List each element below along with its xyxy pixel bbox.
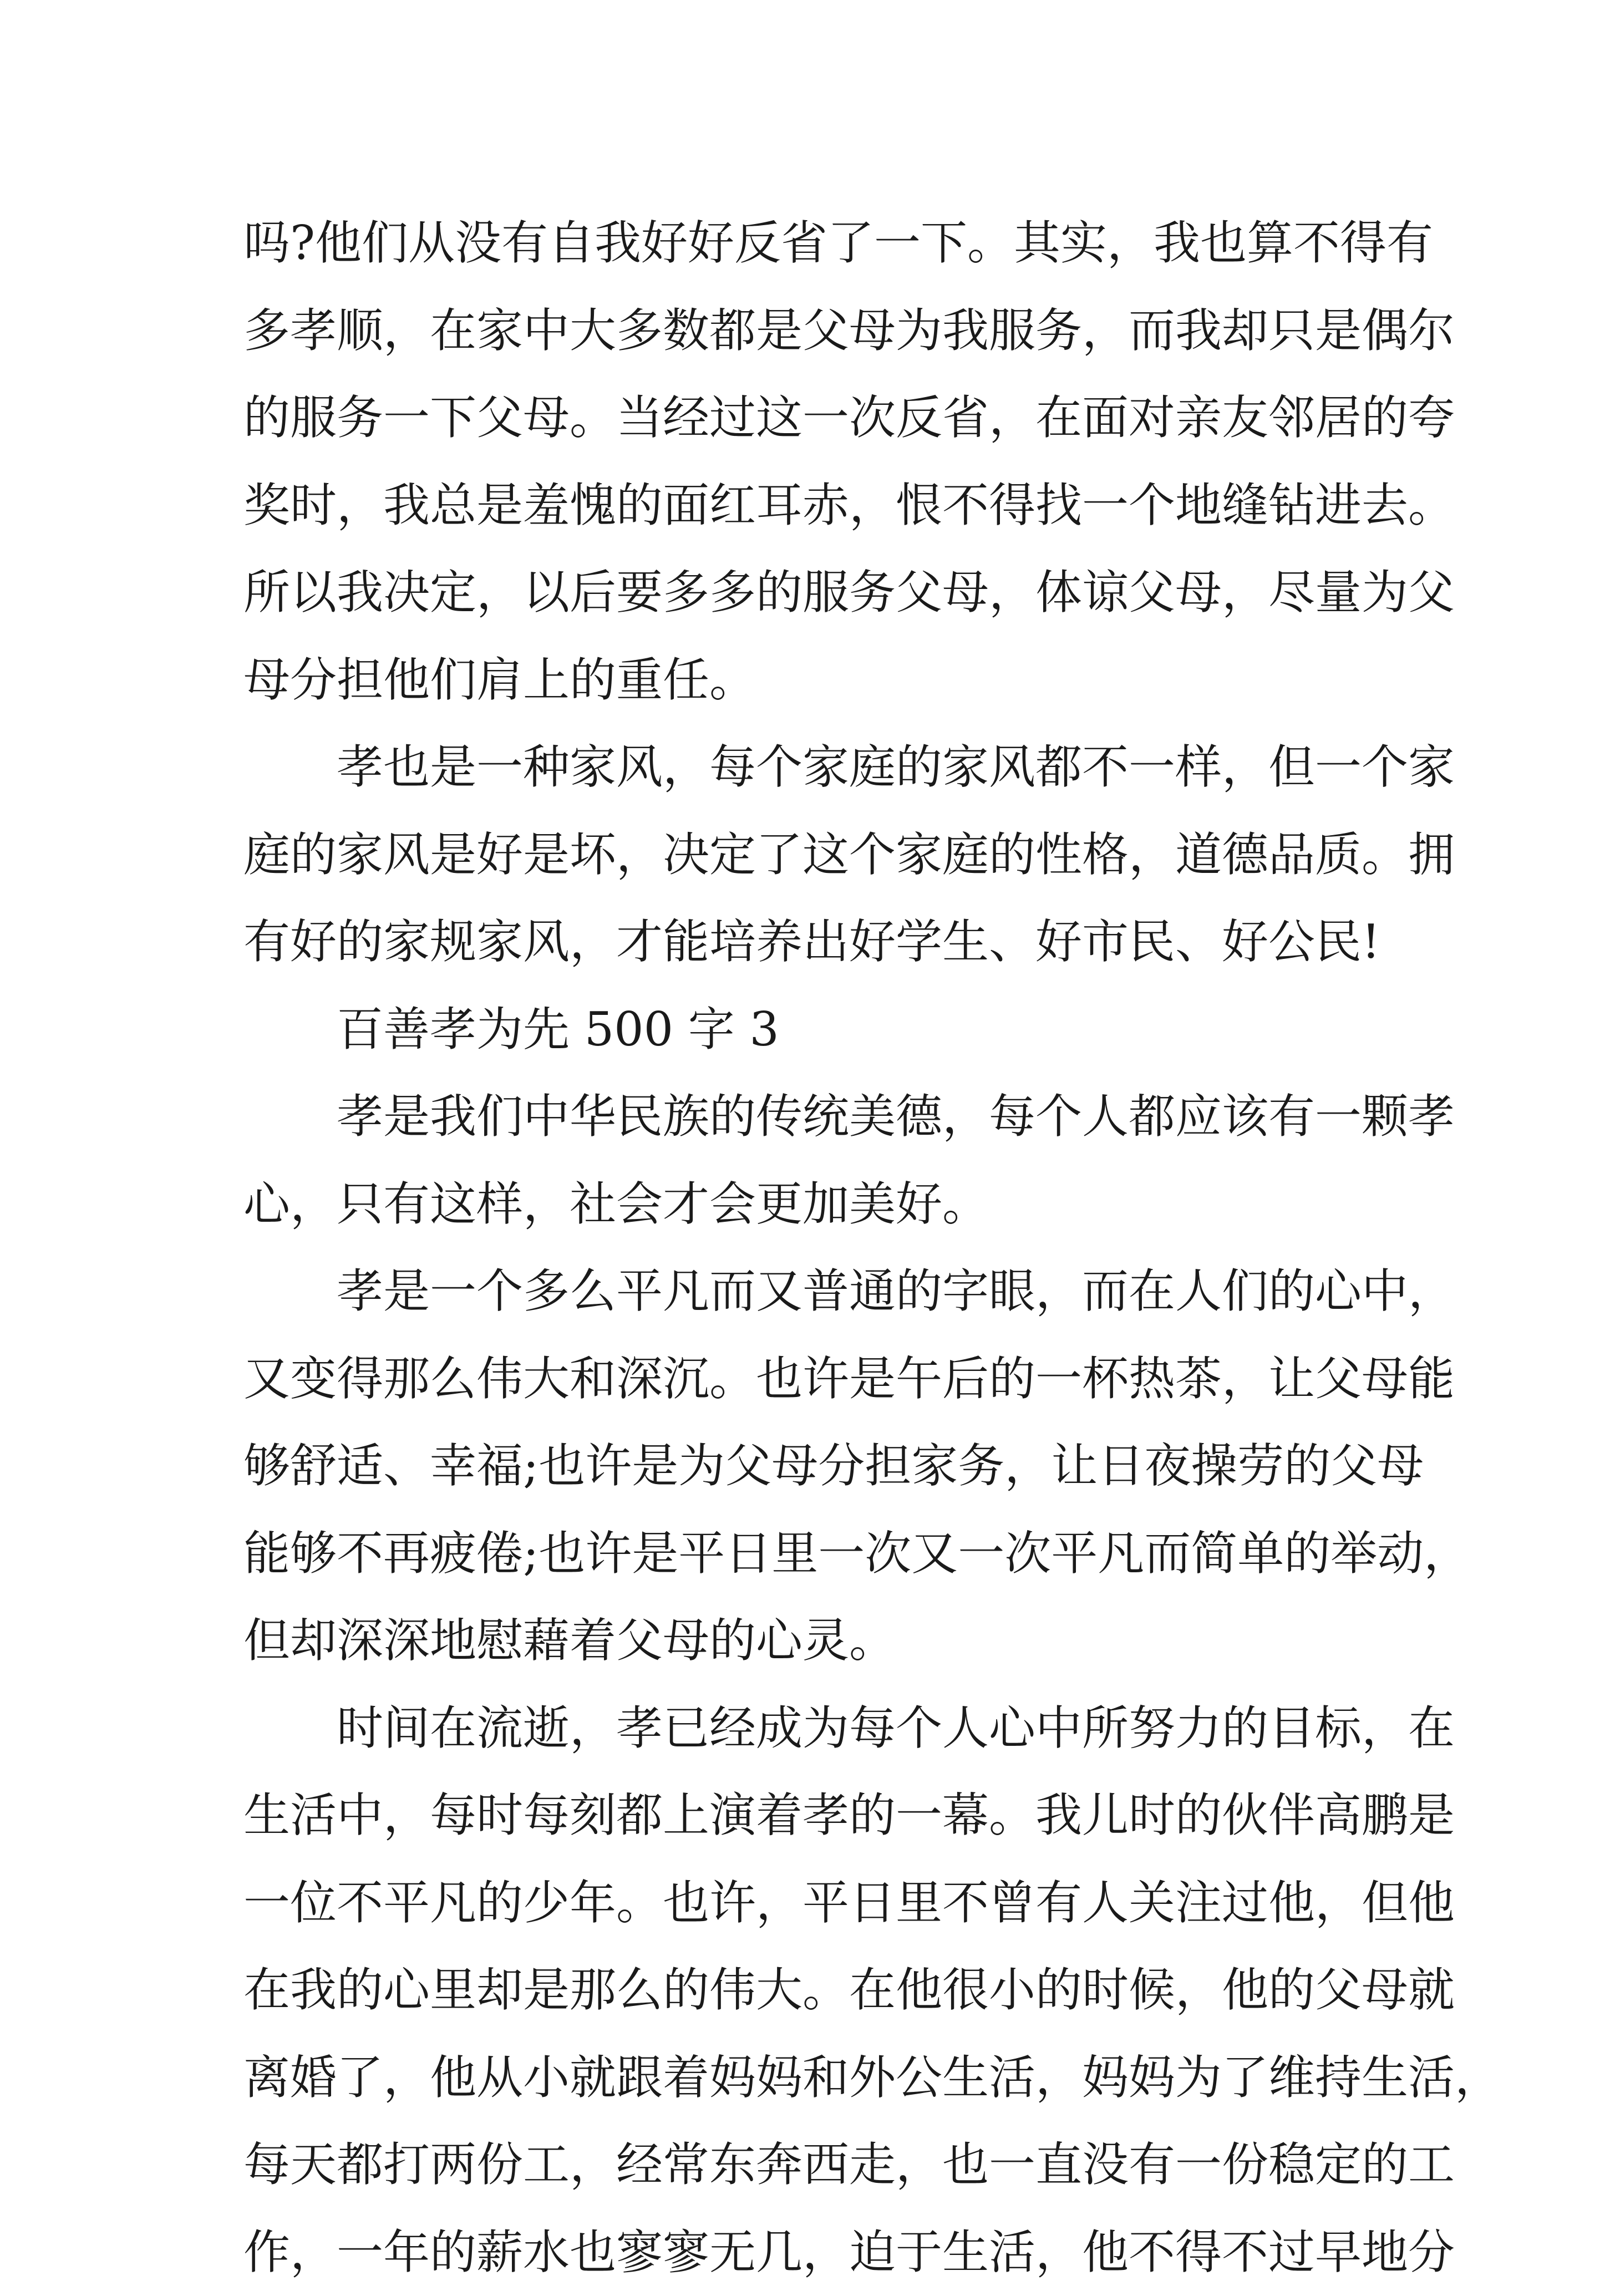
text-line: 一位不平凡的少年。也许，平日里不曾有人关注过他，但他 [243,1860,1369,1947]
text-line: 百善孝为先 500 字 3 [243,986,1369,1074]
text-line: 奖时，我总是羞愧的面红耳赤，恨不得找一个地缝钻进去。 [243,462,1369,550]
text-line: 孝是我们中华民族的传统美德，每个人都应该有一颗孝 [243,1073,1369,1161]
text-line: 够舒适、幸福;也许是为父母分担家务，让日夜操劳的父母 [243,1423,1369,1510]
document-body [243,200,1369,2296]
text-line: 母分担他们肩上的重任。 [243,637,1369,724]
text-line: 的服务一下父母。当经过这一次反省，在面对亲友邻居的夸 [243,374,1369,462]
text-line: 孝也是一种家风，每个家庭的家风都不一样，但一个家 [243,724,1369,811]
text-line: 心，只有这样，社会才会更加美好。 [243,1161,1369,1248]
text-line: 所以我决定，以后要多多的服务父母，体谅父母，尽量为父 [243,549,1369,637]
text-line: 离婚了，他从小就跟着妈妈和外公生活，妈妈为了维持生活， [243,2034,1369,2122]
text-line: 生活中，每时每刻都上演着孝的一幕。我儿时的伙伴高鹏是 [243,1772,1369,1860]
text-line: 能够不再疲倦;也许是平日里一次又一次平凡而简单的举动， [243,1510,1369,1598]
text-line: 多孝顺，在家中大多数都是父母为我服务，而我却只是偶尔 [243,287,1369,375]
text-line: 孝是一个多么平凡而又普通的字眼，而在人们的心中， [243,1248,1369,1335]
text-line: 每天都打两份工，经常东奔西走，也一直没有一份稳定的工 [243,2121,1369,2209]
text-line: 时间在流逝，孝已经成为每个人心中所努力的目标，在 [243,1685,1369,1772]
text-line: 又变得那么伟大和深沉。也许是午后的一杯热茶，让父母能 [243,1335,1369,1423]
text-line: 吗?他们从没有自我好好反省了一下。其实，我也算不得有 [243,200,1369,287]
text-line: 作，一年的薪水也寥寥无几，迫于生活，他不得不过早地分 [243,2209,1369,2296]
text-line: 有好的家规家风，才能培养出好学生、好市民、好公民! [243,898,1369,986]
text-line: 庭的家风是好是坏，决定了这个家庭的性格，道德品质。拥 [243,811,1369,899]
text-lines [243,200,1369,2296]
text-line: 但却深深地慰藉着父母的心灵。 [243,1597,1369,1685]
text-line: 在我的心里却是那么的伟大。在他很小的时候，他的父母就 [243,1947,1369,2034]
